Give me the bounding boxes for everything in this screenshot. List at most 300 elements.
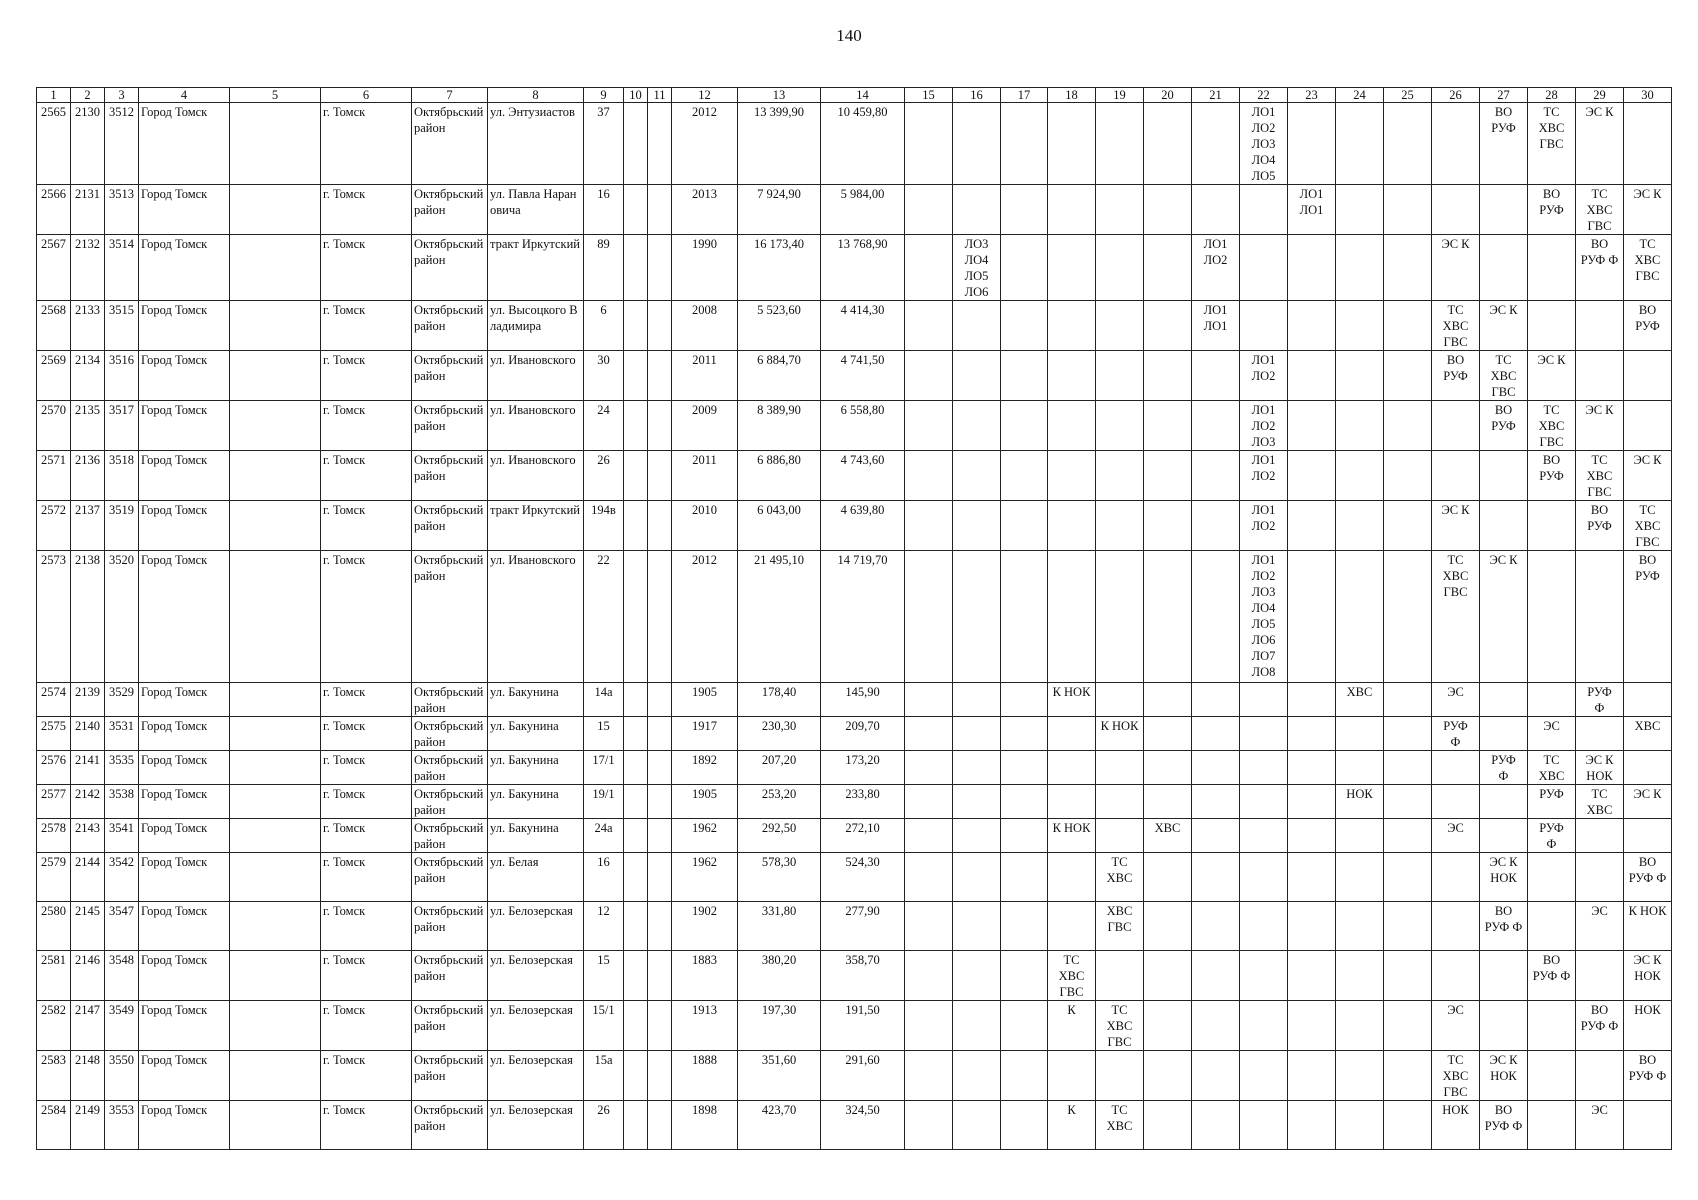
column-header: 25: [1384, 88, 1432, 103]
table-cell: К НОК: [1048, 683, 1096, 717]
table-cell: [1144, 551, 1192, 683]
table-cell: [1384, 1001, 1432, 1051]
table-cell: Город Томск: [139, 751, 230, 785]
table-cell: 331,80: [738, 902, 821, 951]
table-cell: 197,30: [738, 1001, 821, 1051]
table-cell: 1888: [672, 1051, 738, 1101]
table-cell: [230, 501, 321, 551]
table-cell: [1336, 301, 1384, 351]
table-cell: 2576: [37, 751, 71, 785]
table-cell: Город Томск: [139, 951, 230, 1001]
table-cell: 2130: [71, 103, 105, 185]
table-cell: ЭС К: [1576, 401, 1624, 451]
table-cell: [230, 451, 321, 501]
column-header: 17: [1001, 88, 1048, 103]
table-cell: ТС ХВС ГВС: [1576, 185, 1624, 235]
table-cell: К: [1048, 1101, 1096, 1150]
table-cell: [905, 785, 953, 819]
table-cell: Октябрьский район: [412, 501, 488, 551]
table-cell: [1624, 751, 1672, 785]
table-cell: [1336, 853, 1384, 902]
table-row: [37, 351, 1672, 401]
table-cell: [648, 751, 672, 785]
table-cell: 351,60: [738, 1051, 821, 1101]
table-cell: ул. Белозерская: [488, 951, 584, 1001]
table-cell: 3520: [105, 551, 139, 683]
table-cell: ул. Белозерская: [488, 1051, 584, 1101]
table-cell: [1144, 351, 1192, 401]
table-cell: [1432, 902, 1480, 951]
table-cell: [1001, 1001, 1048, 1051]
table-cell: 380,20: [738, 951, 821, 1001]
table-cell: [1192, 951, 1240, 1001]
table-cell: [1240, 1101, 1288, 1150]
table-cell: 1892: [672, 751, 738, 785]
table-cell: г. Томск: [321, 853, 412, 902]
table-cell: [624, 501, 648, 551]
table-cell: [1048, 301, 1096, 351]
table-cell: 13 399,90: [738, 103, 821, 185]
table-cell: [1192, 785, 1240, 819]
table-cell: [953, 401, 1001, 451]
table-cell: [953, 551, 1001, 683]
table-cell: ул. Высоцкого Владимира: [488, 301, 584, 351]
table-cell: [1001, 902, 1048, 951]
table-cell: г. Томск: [321, 351, 412, 401]
table-cell: [1336, 401, 1384, 451]
table-cell: [1096, 301, 1144, 351]
table-cell: 233,80: [821, 785, 905, 819]
table-cell: ЛО1 ЛО1: [1192, 301, 1240, 351]
table-cell: 1905: [672, 683, 738, 717]
table-cell: [230, 1051, 321, 1101]
table-cell: [1144, 902, 1192, 951]
table-cell: 5 523,60: [738, 301, 821, 351]
column-header: 21: [1192, 88, 1240, 103]
table-cell: [1001, 351, 1048, 401]
table-cell: [905, 717, 953, 751]
table-cell: [953, 185, 1001, 235]
table-cell: [1528, 501, 1576, 551]
table-cell: [953, 683, 1001, 717]
table-cell: [905, 1001, 953, 1051]
table-cell: ЛО1 ЛО2: [1240, 351, 1288, 401]
table-cell: ВО РУФ: [1528, 185, 1576, 235]
table-cell: ВО РУФ Ф: [1528, 951, 1576, 1001]
column-header: 19: [1096, 88, 1144, 103]
table-cell: [1288, 1001, 1336, 1051]
table-cell: [648, 551, 672, 683]
table-cell: [230, 185, 321, 235]
table-cell: 2148: [71, 1051, 105, 1101]
table-cell: 3515: [105, 301, 139, 351]
table-cell: [1096, 235, 1144, 301]
table-cell: 191,50: [821, 1001, 905, 1051]
table-cell: ХВС ГВС: [1096, 902, 1144, 951]
table-cell: [1240, 1001, 1288, 1051]
table-cell: 2147: [71, 1001, 105, 1051]
table-cell: Город Томск: [139, 501, 230, 551]
column-number-row: [37, 88, 1672, 103]
column-header: 7: [412, 88, 488, 103]
table-cell: [1384, 785, 1432, 819]
table-cell: [1192, 683, 1240, 717]
table-cell: ЭС К: [1480, 551, 1528, 683]
table-cell: [1001, 683, 1048, 717]
table-cell: [1192, 1001, 1240, 1051]
table-cell: [1336, 902, 1384, 951]
table-cell: 3518: [105, 451, 139, 501]
table-cell: Октябрьский район: [412, 551, 488, 683]
table-cell: [1001, 853, 1048, 902]
table-cell: [1384, 551, 1432, 683]
table-cell: [1001, 235, 1048, 301]
table-row: [37, 683, 1672, 717]
table-cell: [1432, 185, 1480, 235]
table-cell: [1624, 1101, 1672, 1150]
table-cell: 3516: [105, 351, 139, 401]
table-cell: ул. Энтузиастов: [488, 103, 584, 185]
table-row: [37, 501, 1672, 551]
table-cell: ул. Ивановского: [488, 451, 584, 501]
table-cell: [1480, 501, 1528, 551]
table-cell: [1288, 1101, 1336, 1150]
column-header: 4: [139, 88, 230, 103]
table-cell: [1480, 235, 1528, 301]
table-cell: Октябрьский район: [412, 785, 488, 819]
table-cell: [1240, 819, 1288, 853]
table-cell: [1288, 785, 1336, 819]
table-cell: [1048, 1051, 1096, 1101]
table-cell: [1048, 717, 1096, 751]
table-cell: Октябрьский район: [412, 683, 488, 717]
table-cell: [1144, 853, 1192, 902]
table-cell: [1528, 853, 1576, 902]
column-header: 24: [1336, 88, 1384, 103]
table-cell: [1001, 501, 1048, 551]
table-cell: [1384, 853, 1432, 902]
table-cell: 2144: [71, 853, 105, 902]
table-cell: [1048, 751, 1096, 785]
table-cell: ул. Бакунина: [488, 751, 584, 785]
table-cell: 6 043,00: [738, 501, 821, 551]
table-cell: 2013: [672, 185, 738, 235]
table-cell: [624, 785, 648, 819]
table-cell: [1336, 717, 1384, 751]
column-header: 23: [1288, 88, 1336, 103]
table-cell: [230, 683, 321, 717]
table-cell: Город Томск: [139, 683, 230, 717]
table-cell: [1336, 501, 1384, 551]
table-cell: Город Томск: [139, 401, 230, 451]
table-cell: К НОК: [1624, 902, 1672, 951]
table-cell: [1384, 1051, 1432, 1101]
table-row: [37, 1001, 1672, 1051]
table-cell: [953, 717, 1001, 751]
table-cell: 3519: [105, 501, 139, 551]
table-cell: 12: [584, 902, 624, 951]
table-cell: ЛО1 ЛО2: [1240, 501, 1288, 551]
table-cell: [1288, 235, 1336, 301]
table-cell: ул. Бакунина: [488, 785, 584, 819]
table-cell: [1528, 1101, 1576, 1150]
table-cell: ТС ХВС ГВС: [1432, 301, 1480, 351]
table-cell: 2143: [71, 819, 105, 853]
table-cell: [648, 1001, 672, 1051]
table-cell: [1576, 351, 1624, 401]
table-cell: 6: [584, 301, 624, 351]
column-header: 18: [1048, 88, 1096, 103]
table-cell: 2578: [37, 819, 71, 853]
column-header: 28: [1528, 88, 1576, 103]
table-cell: 2010: [672, 501, 738, 551]
table-cell: [953, 819, 1001, 853]
table-cell: ВО РУФ Ф: [1480, 1101, 1528, 1150]
table-cell: [1384, 717, 1432, 751]
table-cell: 16: [584, 185, 624, 235]
column-header: 13: [738, 88, 821, 103]
column-header: 1: [37, 88, 71, 103]
table-cell: [624, 1001, 648, 1051]
table-cell: Октябрьский район: [412, 301, 488, 351]
table-cell: ул. Бакунина: [488, 819, 584, 853]
table-cell: [1192, 902, 1240, 951]
table-cell: 1990: [672, 235, 738, 301]
table-row: [37, 951, 1672, 1001]
table-cell: [230, 717, 321, 751]
table-cell: 2565: [37, 103, 71, 185]
table-cell: 2140: [71, 717, 105, 751]
table-cell: [1096, 551, 1144, 683]
column-header: 15: [905, 88, 953, 103]
table-cell: РУФ Ф: [1432, 717, 1480, 751]
table-cell: [230, 235, 321, 301]
table-cell: [1144, 1001, 1192, 1051]
table-cell: [905, 1051, 953, 1101]
table-cell: [1336, 819, 1384, 853]
table-cell: 13 768,90: [821, 235, 905, 301]
table-cell: [1480, 185, 1528, 235]
table-cell: [1192, 1101, 1240, 1150]
table-cell: [1144, 683, 1192, 717]
table-cell: 6 886,80: [738, 451, 821, 501]
table-cell: [1096, 951, 1144, 1001]
table-cell: [648, 683, 672, 717]
table-cell: [905, 401, 953, 451]
table-cell: [624, 853, 648, 902]
table-cell: [230, 951, 321, 1001]
table-cell: [624, 401, 648, 451]
table-cell: [1192, 351, 1240, 401]
table-cell: [624, 1101, 648, 1150]
table-cell: г. Томск: [321, 951, 412, 1001]
table-cell: ВО РУФ Ф: [1480, 902, 1528, 951]
table-cell: [1576, 301, 1624, 351]
table-cell: 1898: [672, 1101, 738, 1150]
table-cell: г. Томск: [321, 451, 412, 501]
table-cell: [1528, 301, 1576, 351]
table-cell: Октябрьский район: [412, 1001, 488, 1051]
table-cell: [1144, 301, 1192, 351]
table-cell: 2135: [71, 401, 105, 451]
table-cell: 16: [584, 853, 624, 902]
table-cell: 14а: [584, 683, 624, 717]
table-cell: ТС ХВС ГВС: [1048, 951, 1096, 1001]
table-cell: ЭС К: [1624, 185, 1672, 235]
table-cell: [1384, 451, 1432, 501]
table-cell: ЭС: [1576, 902, 1624, 951]
table-cell: ул. Павла Нарановича: [488, 185, 584, 235]
table-cell: ВО РУФ Ф: [1576, 235, 1624, 301]
table-cell: Октябрьский район: [412, 401, 488, 451]
table-cell: Октябрьский район: [412, 717, 488, 751]
table-cell: [1048, 785, 1096, 819]
table-cell: 253,20: [738, 785, 821, 819]
table-cell: г. Томск: [321, 401, 412, 451]
table-cell: [230, 819, 321, 853]
table-cell: Город Томск: [139, 351, 230, 401]
table-cell: 1917: [672, 717, 738, 751]
table-cell: Октябрьский район: [412, 902, 488, 951]
table-cell: [648, 717, 672, 751]
table-cell: тракт Иркутский: [488, 235, 584, 301]
column-header: 22: [1240, 88, 1288, 103]
table-cell: Октябрьский район: [412, 103, 488, 185]
table-cell: 2146: [71, 951, 105, 1001]
table-cell: [1480, 683, 1528, 717]
table-cell: 578,30: [738, 853, 821, 902]
table-cell: [1144, 951, 1192, 1001]
table-cell: [953, 351, 1001, 401]
table-cell: [230, 1101, 321, 1150]
table-row: [37, 401, 1672, 451]
table-cell: 2579: [37, 853, 71, 902]
table-cell: ЭС К: [1480, 301, 1528, 351]
table-cell: [624, 683, 648, 717]
table-cell: [1192, 103, 1240, 185]
table-cell: [1480, 951, 1528, 1001]
table-cell: [1240, 683, 1288, 717]
table-cell: [1096, 751, 1144, 785]
table-cell: 2136: [71, 451, 105, 501]
table-cell: 524,30: [821, 853, 905, 902]
table-cell: 2582: [37, 1001, 71, 1051]
table-row: [37, 785, 1672, 819]
table-cell: ХВС: [1336, 683, 1384, 717]
table-cell: [1528, 551, 1576, 683]
table-cell: ул. Белозерская: [488, 1101, 584, 1150]
table-cell: [1432, 751, 1480, 785]
table-cell: [905, 951, 953, 1001]
table-cell: [1001, 451, 1048, 501]
table-cell: 3531: [105, 717, 139, 751]
table-cell: Октябрьский район: [412, 185, 488, 235]
table-cell: 17/1: [584, 751, 624, 785]
table-cell: [1288, 751, 1336, 785]
table-cell: ЭС: [1432, 1001, 1480, 1051]
table-cell: [1528, 235, 1576, 301]
table-cell: [1336, 451, 1384, 501]
table-cell: [1192, 451, 1240, 501]
table-cell: Октябрьский район: [412, 1101, 488, 1150]
table-cell: 24: [584, 401, 624, 451]
table-cell: ЭС К: [1432, 501, 1480, 551]
column-header: 8: [488, 88, 584, 103]
table-cell: ул. Белая: [488, 853, 584, 902]
table-cell: [1336, 1101, 1384, 1150]
table-cell: [624, 351, 648, 401]
table-cell: [953, 853, 1001, 902]
column-header: 26: [1432, 88, 1480, 103]
table-cell: 3512: [105, 103, 139, 185]
table-cell: [1144, 1101, 1192, 1150]
table-cell: 3547: [105, 902, 139, 951]
table-cell: ВО РУФ Ф: [1576, 1001, 1624, 1051]
table-cell: 4 639,80: [821, 501, 905, 551]
table-cell: [1144, 717, 1192, 751]
table-cell: 2011: [672, 451, 738, 501]
table-cell: ТС ХВС ГВС: [1432, 551, 1480, 683]
table-cell: [1096, 501, 1144, 551]
table-cell: [1288, 853, 1336, 902]
table-cell: [1096, 683, 1144, 717]
table-cell: ТС ХВС ГВС: [1432, 1051, 1480, 1101]
table-cell: [1001, 785, 1048, 819]
table-cell: [1624, 683, 1672, 717]
table-cell: [1384, 351, 1432, 401]
table-cell: [624, 235, 648, 301]
column-header: 29: [1576, 88, 1624, 103]
table-cell: ЭС К НОК: [1480, 853, 1528, 902]
table-cell: 26: [584, 1101, 624, 1150]
column-header: 11: [648, 88, 672, 103]
table-cell: 6 884,70: [738, 351, 821, 401]
table-cell: 423,70: [738, 1101, 821, 1150]
table-cell: 2575: [37, 717, 71, 751]
table-cell: [1576, 819, 1624, 853]
table-cell: [1192, 185, 1240, 235]
table-cell: Город Томск: [139, 235, 230, 301]
column-header: 3: [105, 88, 139, 103]
table-cell: [1192, 853, 1240, 902]
table-cell: г. Томск: [321, 501, 412, 551]
table-cell: [648, 819, 672, 853]
table-cell: [1288, 103, 1336, 185]
column-header: 10: [624, 88, 648, 103]
table-cell: ул. Бакунина: [488, 717, 584, 751]
table-cell: [1096, 401, 1144, 451]
table-cell: 1962: [672, 819, 738, 853]
table-cell: ЭС К: [1624, 451, 1672, 501]
table-cell: Город Томск: [139, 551, 230, 683]
table-cell: 358,70: [821, 951, 905, 1001]
table-cell: ТС ХВС: [1096, 853, 1144, 902]
table-cell: [230, 853, 321, 902]
table-cell: [905, 351, 953, 401]
table-cell: ЭС: [1432, 683, 1480, 717]
table-cell: [648, 235, 672, 301]
table-cell: [230, 401, 321, 451]
table-cell: [1336, 1051, 1384, 1101]
table-cell: [1001, 751, 1048, 785]
table-cell: [1384, 819, 1432, 853]
table-cell: [1001, 951, 1048, 1001]
table-cell: 2012: [672, 103, 738, 185]
table-cell: 3535: [105, 751, 139, 785]
table-cell: ТС ХВС: [1096, 1101, 1144, 1150]
table-cell: [648, 1101, 672, 1150]
table-cell: [1624, 819, 1672, 853]
